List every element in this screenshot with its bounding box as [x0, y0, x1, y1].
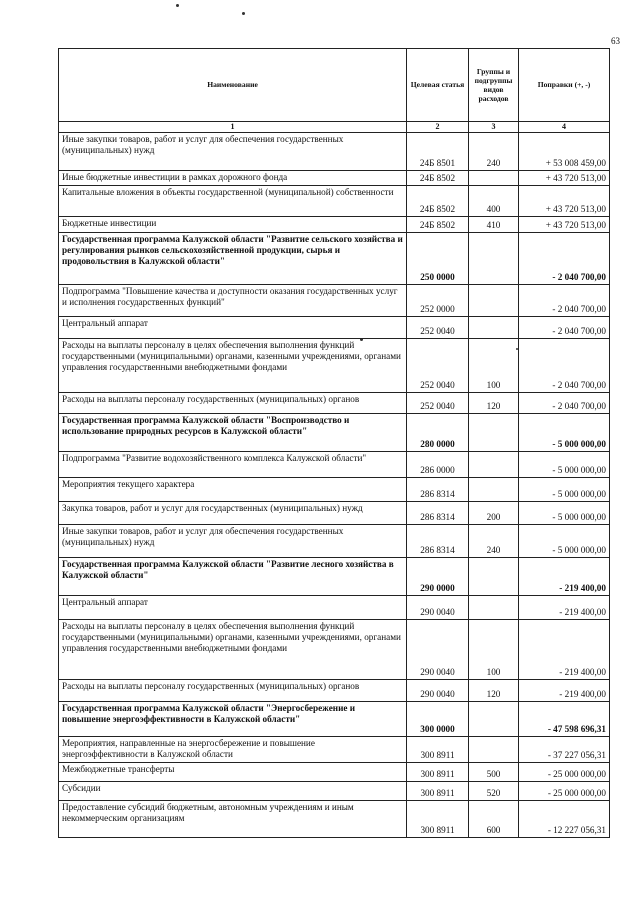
row-vr: 100 [469, 338, 519, 392]
table-row [59, 781, 610, 800]
header-code: Целевая статья [407, 49, 469, 122]
row-vr: 200 [469, 501, 519, 524]
row-vr [469, 232, 519, 284]
table-row [59, 170, 610, 185]
row-amount: - 2 040 700,00 [519, 284, 610, 316]
row-code: 300 8911 [407, 736, 469, 762]
row-code: 286 8314 [407, 501, 469, 524]
row-amount: - 5 000 000,00 [519, 501, 610, 524]
row-amount: - 2 040 700,00 [519, 338, 610, 392]
row-amount: - 2 040 700,00 [519, 392, 610, 413]
row-amount: - 5 000 000,00 [519, 477, 610, 501]
table-row [59, 800, 610, 837]
row-name: Закупка товаров, работ и услуг для государственных (муниципальных) нужд [59, 501, 407, 524]
row-vr: 120 [469, 679, 519, 701]
row-vr [469, 170, 519, 185]
row-name: Подпрограмма "Повышение качества и доступности оказания государственных услуг и исполнения государственных функций" [59, 284, 407, 316]
row-amount: - 219 400,00 [519, 679, 610, 701]
table-row [59, 762, 610, 781]
row-name: Иные закупки товаров, работ и услуг для обеспечения государственных (муниципальных) нужд [59, 524, 407, 557]
table-row [59, 619, 610, 679]
row-code: 286 8314 [407, 524, 469, 557]
column-number: 2 [407, 122, 469, 133]
row-code: 300 0000 [407, 701, 469, 736]
header-vr: Группы и подгруппы видов расходов [469, 49, 519, 122]
table-row [59, 392, 610, 413]
row-amount: - 2 040 700,00 [519, 232, 610, 284]
table-row [59, 338, 610, 392]
row-code: 252 0040 [407, 338, 469, 392]
row-name: Мероприятия, направленные на энергосбережение и повышение энергоэффективности в Калужской области [59, 736, 407, 762]
row-amount: - 47 598 696,31 [519, 701, 610, 736]
table-row [59, 701, 610, 736]
column-numbers-row [59, 122, 610, 133]
budget-amendments-table [58, 48, 610, 838]
row-amount: - 219 400,00 [519, 595, 610, 619]
row-code: 300 8911 [407, 800, 469, 837]
row-name: Расходы на выплаты персоналу государственных (муниципальных) органов [59, 392, 407, 413]
row-code: 290 0040 [407, 619, 469, 679]
row-name: Предоставление субсидий бюджетным, автономным учреждениям и иным некоммерческим организациям [59, 800, 407, 837]
row-amount: - 219 400,00 [519, 619, 610, 679]
table-row [59, 413, 610, 451]
header-name: Наименование [59, 49, 407, 122]
page-number: 63 [611, 36, 620, 46]
header-amount: Поправки (+, -) [519, 49, 610, 122]
row-code: 24Б 8502 [407, 170, 469, 185]
row-code: 300 8911 [407, 781, 469, 800]
table-row [59, 557, 610, 595]
table-row [59, 679, 610, 701]
row-name: Субсидии [59, 781, 407, 800]
row-vr [469, 736, 519, 762]
table-header-row [59, 49, 610, 122]
row-amount: - 5 000 000,00 [519, 451, 610, 477]
row-name: Государственная программа Калужской области "Развитие лесного хозяйства в Калужской области" [59, 557, 407, 595]
row-name: Государственная программа Калужской области "Развитие сельского хозяйства и регулирования рынков сельскохозяйственной продукции, сырья и продовольствия в Калужской области" [59, 232, 407, 284]
column-number: 1 [59, 122, 407, 133]
row-amount: - 5 000 000,00 [519, 413, 610, 451]
row-name: Центральный аппарат [59, 595, 407, 619]
table-row [59, 736, 610, 762]
row-code: 24Б 8501 [407, 132, 469, 170]
row-vr [469, 595, 519, 619]
row-vr: 410 [469, 216, 519, 232]
row-amount: - 12 227 056,31 [519, 800, 610, 837]
row-name: Государственная программа Калужской области "Энергосбережение и повышение энергоэффективности в Калужской области" [59, 701, 407, 736]
row-name: Центральный аппарат [59, 316, 407, 338]
row-vr: 520 [469, 781, 519, 800]
row-code: 290 0000 [407, 557, 469, 595]
row-code: 300 8911 [407, 762, 469, 781]
row-name: Мероприятия текущего характера [59, 477, 407, 501]
row-code: 250 0000 [407, 232, 469, 284]
row-vr [469, 316, 519, 338]
row-amount: + 43 720 513,00 [519, 185, 610, 216]
scan-speck [242, 12, 245, 15]
table-row [59, 185, 610, 216]
row-vr: 120 [469, 392, 519, 413]
table-row [59, 316, 610, 338]
row-name: Бюджетные инвестиции [59, 216, 407, 232]
row-vr: 240 [469, 524, 519, 557]
row-name: Капитальные вложения в объекты государственной (муниципальной) собственности [59, 185, 407, 216]
row-vr [469, 451, 519, 477]
table-row [59, 232, 610, 284]
table-row [59, 477, 610, 501]
row-code: 252 0000 [407, 284, 469, 316]
row-vr [469, 477, 519, 501]
row-name: Расходы на выплаты персоналу государственных (муниципальных) органов [59, 679, 407, 701]
row-amount: - 37 227 056,31 [519, 736, 610, 762]
table-row [59, 501, 610, 524]
row-name: Иные бюджетные инвестиции в рамках дорожного фонда [59, 170, 407, 185]
row-name: Иные закупки товаров, работ и услуг для обеспечения государственных (муниципальных) нужд [59, 132, 407, 170]
row-amount: + 43 720 513,00 [519, 170, 610, 185]
row-amount: - 5 000 000,00 [519, 524, 610, 557]
row-vr: 400 [469, 185, 519, 216]
row-amount: - 2 040 700,00 [519, 316, 610, 338]
column-number: 4 [519, 122, 610, 133]
row-name: Расходы на выплаты персоналу в целях обеспечения выполнения функций государственными (муниципальными) органами, казенными учреждениями, органами управления государственными внебюджетными фондами [59, 338, 407, 392]
row-name: Межбюджетные трансферты [59, 762, 407, 781]
row-vr: 100 [469, 619, 519, 679]
row-code: 280 0000 [407, 413, 469, 451]
row-name: Подпрограмма "Развитие водохозяйственного комплекса Калужской области" [59, 451, 407, 477]
row-code: 290 0040 [407, 679, 469, 701]
row-code: 286 0000 [407, 451, 469, 477]
row-name: Расходы на выплаты персоналу в целях обеспечения выполнения функций государственными (муниципальными) органами, казенными учреждениями, органами управления государственными внебюджетными фондами [59, 619, 407, 679]
row-amount: + 43 720 513,00 [519, 216, 610, 232]
table-row [59, 595, 610, 619]
row-vr: 240 [469, 132, 519, 170]
row-amount: - 25 000 000,00 [519, 762, 610, 781]
row-amount: - 219 400,00 [519, 557, 610, 595]
row-code: 290 0040 [407, 595, 469, 619]
row-code: 24Б 8502 [407, 216, 469, 232]
row-code: 252 0040 [407, 316, 469, 338]
row-vr [469, 701, 519, 736]
table-row [59, 524, 610, 557]
row-vr: 500 [469, 762, 519, 781]
row-code: 286 8314 [407, 477, 469, 501]
column-number: 3 [469, 122, 519, 133]
row-vr [469, 413, 519, 451]
row-amount: - 25 000 000,00 [519, 781, 610, 800]
row-name: Государственная программа Калужской области "Воспроизводство и использование природных ресурсов в Калужской области" [59, 413, 407, 451]
row-vr [469, 557, 519, 595]
scan-speck [176, 4, 179, 7]
row-vr: 600 [469, 800, 519, 837]
table-row [59, 284, 610, 316]
row-amount: + 53 008 459,00 [519, 132, 610, 170]
table-row [59, 451, 610, 477]
row-code: 252 0040 [407, 392, 469, 413]
table-row [59, 216, 610, 232]
row-vr [469, 284, 519, 316]
row-code: 24Б 8502 [407, 185, 469, 216]
table-row [59, 132, 610, 170]
